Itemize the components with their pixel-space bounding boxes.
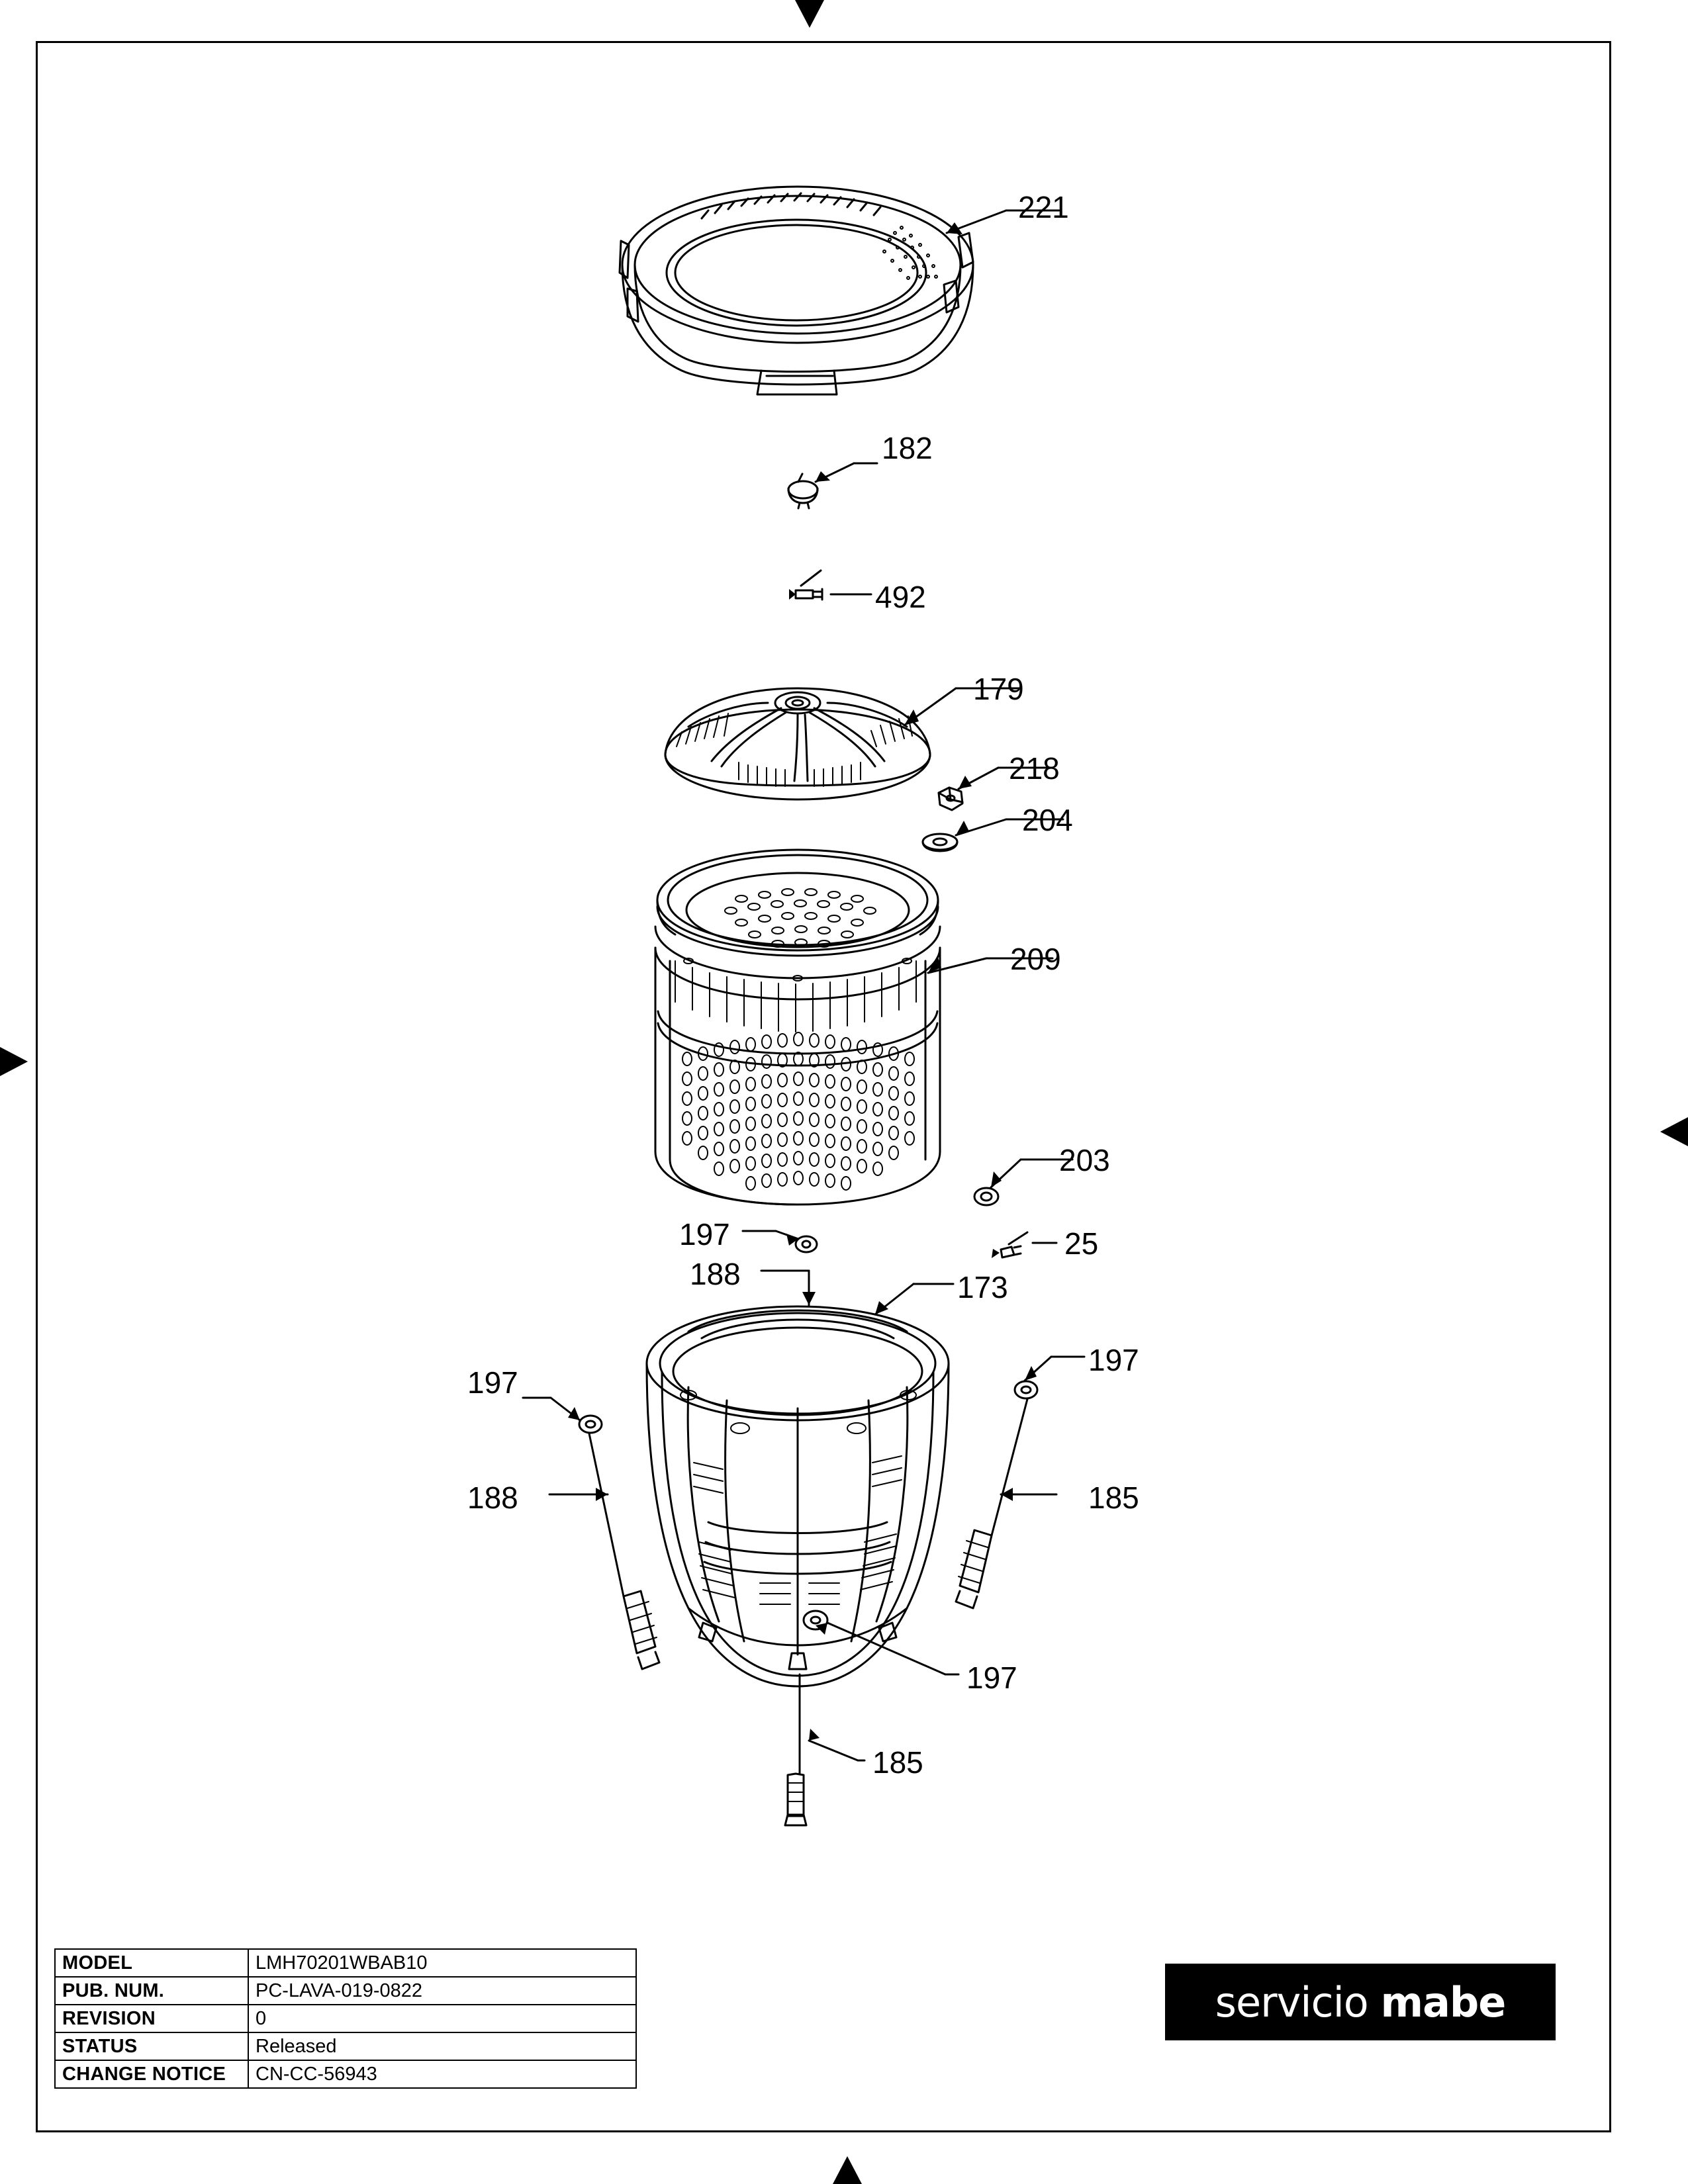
title-block-value-status: Released [248, 2032, 636, 2060]
callout-218: 218 [1009, 751, 1060, 786]
registration-arrow-top-stem-icon [806, 0, 812, 20]
callout-221: 221 [1018, 190, 1069, 224]
title-block-key-revision: REVISION [55, 2005, 248, 2032]
page-border [36, 41, 1611, 2132]
table-row [55, 1949, 636, 1977]
registration-arrow-bottom-stem-icon [843, 2164, 850, 2184]
callout-185-right: 185 [1088, 1480, 1139, 1515]
table-row [55, 2032, 636, 2060]
title-block-value-model: LMH70201WBAB10 [248, 1949, 636, 1977]
callout-197-top: 197 [679, 1217, 730, 1251]
title-block [54, 1948, 637, 2089]
title-block-key-pub-num: PUB. NUM. [55, 1977, 248, 2005]
callout-25: 25 [1064, 1226, 1099, 1261]
callout-185-bottom: 185 [872, 1745, 923, 1780]
logo-text [1215, 1978, 1506, 2026]
callout-197-right: 197 [1088, 1343, 1139, 1377]
callout-188-left: 188 [467, 1480, 518, 1515]
title-block-value-pub-num: PC-LAVA-019-0822 [248, 1977, 636, 2005]
table-row [55, 1977, 636, 2005]
logo-word-mabe: mabe [1380, 1978, 1506, 2026]
table-row [55, 2060, 636, 2088]
callout-173: 173 [957, 1270, 1008, 1304]
title-block-key-status: STATUS [55, 2032, 248, 2060]
callout-197-bottom: 197 [966, 1661, 1017, 1695]
registration-arrow-right-stem-icon [1668, 1128, 1688, 1134]
title-block-value-change-notice: CN-CC-56943 [248, 2060, 636, 2088]
title-block-value-revision: 0 [248, 2005, 636, 2032]
callout-179: 179 [973, 672, 1024, 706]
callout-203: 203 [1059, 1143, 1110, 1177]
registration-arrow-left-stem-icon [0, 1058, 20, 1064]
title-block-key-model: MODEL [55, 1949, 248, 1977]
callout-182: 182 [882, 431, 933, 465]
table-row [55, 2005, 636, 2032]
callout-188-top: 188 [690, 1257, 741, 1291]
callout-204: 204 [1022, 803, 1073, 837]
callout-197-left: 197 [467, 1365, 518, 1400]
servicio-mabe-logo [1165, 1964, 1556, 2040]
title-block-key-change-notice: CHANGE NOTICE [55, 2060, 248, 2088]
logo-word-servicio: servicio [1215, 1978, 1368, 2026]
callout-492: 492 [875, 580, 926, 614]
callout-209: 209 [1010, 942, 1061, 976]
